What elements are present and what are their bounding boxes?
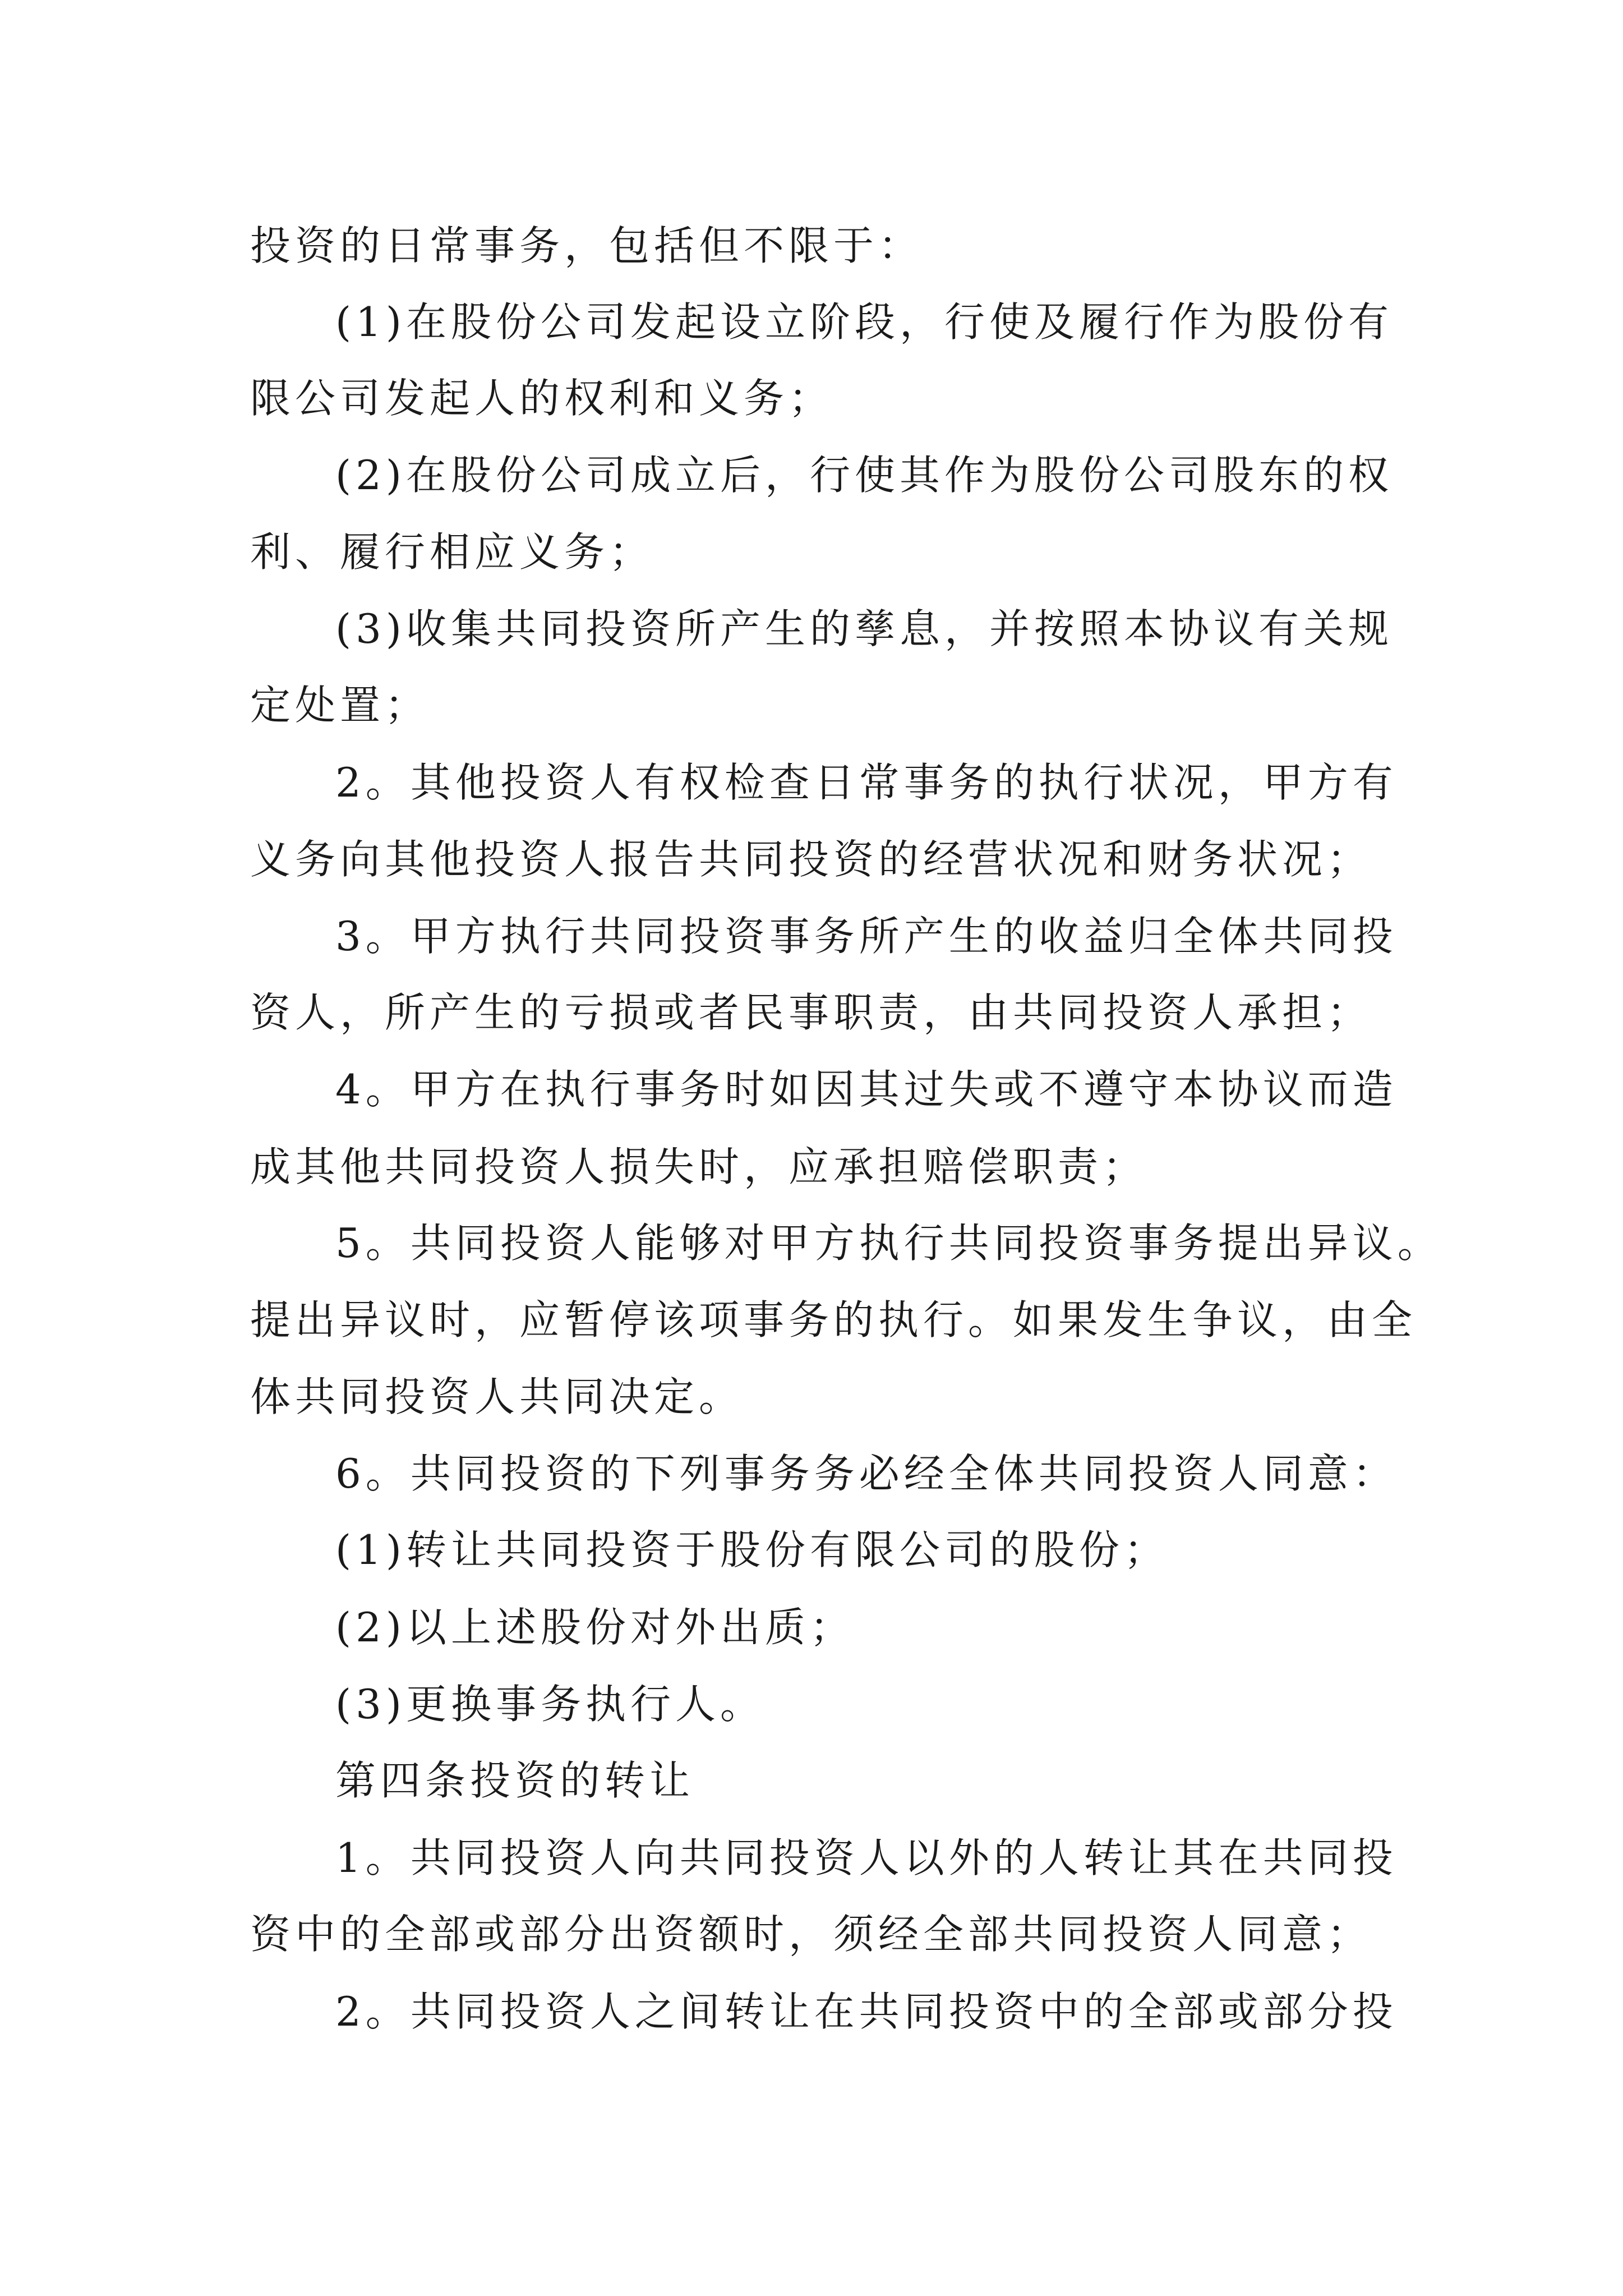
text-line: 5。共同投资人能够对甲方执行共同投资事务提出异议。 (335, 1220, 1442, 1267)
text-line: (1)在股份公司发起设立阶段，行使及履行作为股份有 (335, 298, 1393, 346)
text-line: (1)转让共同投资于股份有限公司的股份； (335, 1526, 1169, 1573)
text-line: 2。其他投资人有权检查日常事务的执行状况，甲方有 (335, 759, 1398, 806)
text-line: 资人，所产生的亏损或者民事职责，由共同投资人承担； (250, 989, 1372, 1036)
text-line: (3)收集共同投资所产生的孳息，并按照本协议有关规 (335, 605, 1393, 652)
text-line: 限公司发起人的权利和义务； (250, 375, 834, 422)
section-heading: 第四条投资的转让 (335, 1757, 695, 1804)
text-line: 4。甲方在执行事务时如因其过失或不遵守本协议而造 (335, 1066, 1398, 1113)
text-line: (2)以上述股份对外出质； (335, 1604, 855, 1651)
text-line: 体共同投资人共同决定。 (250, 1373, 744, 1420)
text-line: 资中的全部或部分出资额时，须经全部共同投资人同意； (250, 1911, 1372, 1958)
text-line: (2)在股份公司成立后，行使其作为股份公司股东的权 (335, 452, 1393, 499)
text-line: 定处置； (250, 682, 430, 729)
text-line: 利、履行相应义务； (250, 528, 654, 576)
text-line: 3。甲方执行共同投资事务所产生的收益归全体共同投 (335, 913, 1398, 960)
text-line: 1。共同投资人向共同投资人以外的人转让其在共同投 (335, 1834, 1398, 1881)
text-line: 6。共同投资的下列事务务必经全体共同投资人同意： (335, 1450, 1398, 1497)
text-line: 成其他共同投资人损失时，应承担赔偿职责； (250, 1143, 1148, 1190)
text-line: 义务向其他投资人报告共同投资的经营状况和财务状况； (250, 836, 1372, 883)
text-line: (3)更换事务执行人。 (335, 1681, 765, 1728)
text-line: 投资的日常事务，包括但不限于： (250, 222, 924, 269)
text-line: 提出异议时，应暂停该项事务的执行。如果发生争议，由全 (250, 1296, 1417, 1343)
text-line: 2。共同投资人之间转让在共同投资中的全部或部分投 (335, 1988, 1398, 2035)
